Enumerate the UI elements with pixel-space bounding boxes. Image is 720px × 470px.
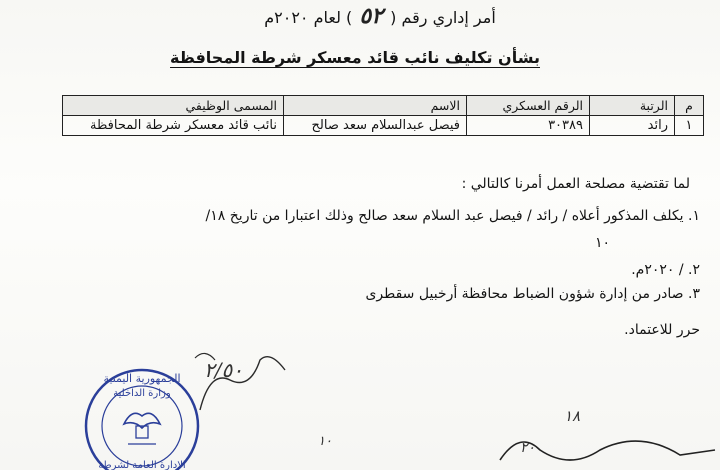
- stamp-bottom-text: الإدارة العامة لشرطة: [98, 460, 186, 470]
- table-header-row: [63, 96, 704, 116]
- handwritten-note: ٢٠: [520, 440, 536, 456]
- subject-heading: بشأن تكليف نائب قائد معسكر شرطة المحافظة: [170, 48, 540, 67]
- intro-text: لما تقتضية مصلحة العمل أمرنا كالتالي :: [461, 176, 690, 192]
- cell-index: ١: [675, 116, 704, 136]
- order-item-2: ٢. / ٢٠٢٠م.: [631, 262, 700, 278]
- eagle-emblem-icon: [124, 413, 160, 444]
- order-line: [230, 3, 530, 29]
- header-cell-military-number: الرقم العسكري: [467, 96, 590, 116]
- official-stamp: [76, 364, 208, 470]
- cell-job-title: نائب قائد معسكر شرطة المحافظة: [63, 116, 284, 136]
- handwritten-note: ١٠: [318, 434, 332, 449]
- stamp-second-text: وزارة الداخلية: [113, 388, 171, 399]
- header-cell-job-title: المسمى الوظيفي: [63, 96, 284, 116]
- order-suffix: ) لعام ٢٠٢٠م: [264, 8, 353, 27]
- header-cell-index: م: [675, 96, 704, 116]
- table-row: [63, 116, 704, 136]
- order-item-1-continuation: ١٠: [594, 235, 610, 251]
- order-prefix: أمر إداري رقم (: [390, 8, 496, 27]
- stamp-top-text: الجمهورية اليمنية: [103, 372, 181, 385]
- cell-military-number: ٣٠٣٨٩: [467, 116, 590, 136]
- handwritten-note: ٢/٥٠: [204, 358, 243, 382]
- order-number: ٥٢: [359, 3, 384, 29]
- order-item-3: ٣. صادر من إدارة شؤون الضباط محافظة أرخبيل سقطرى: [365, 286, 700, 302]
- closing-text: حرر للاعتماد.: [624, 322, 700, 338]
- cell-rank: رائد: [590, 116, 675, 136]
- staff-table: [62, 95, 704, 136]
- handwritten-note: ١٨: [564, 407, 581, 425]
- order-item-1: ١. يكلف المذكور أعلاه / رائد / فيصل عبد السلام سعد صالح وذلك اعتبارا من تاريخ ١٨/: [205, 208, 700, 224]
- header-cell-rank: الرتبة: [590, 96, 675, 116]
- header-cell-name: الاسم: [284, 96, 467, 116]
- signature-scribble: [480, 420, 720, 470]
- cell-name: فيصل عبدالسلام سعد صالح: [284, 116, 467, 136]
